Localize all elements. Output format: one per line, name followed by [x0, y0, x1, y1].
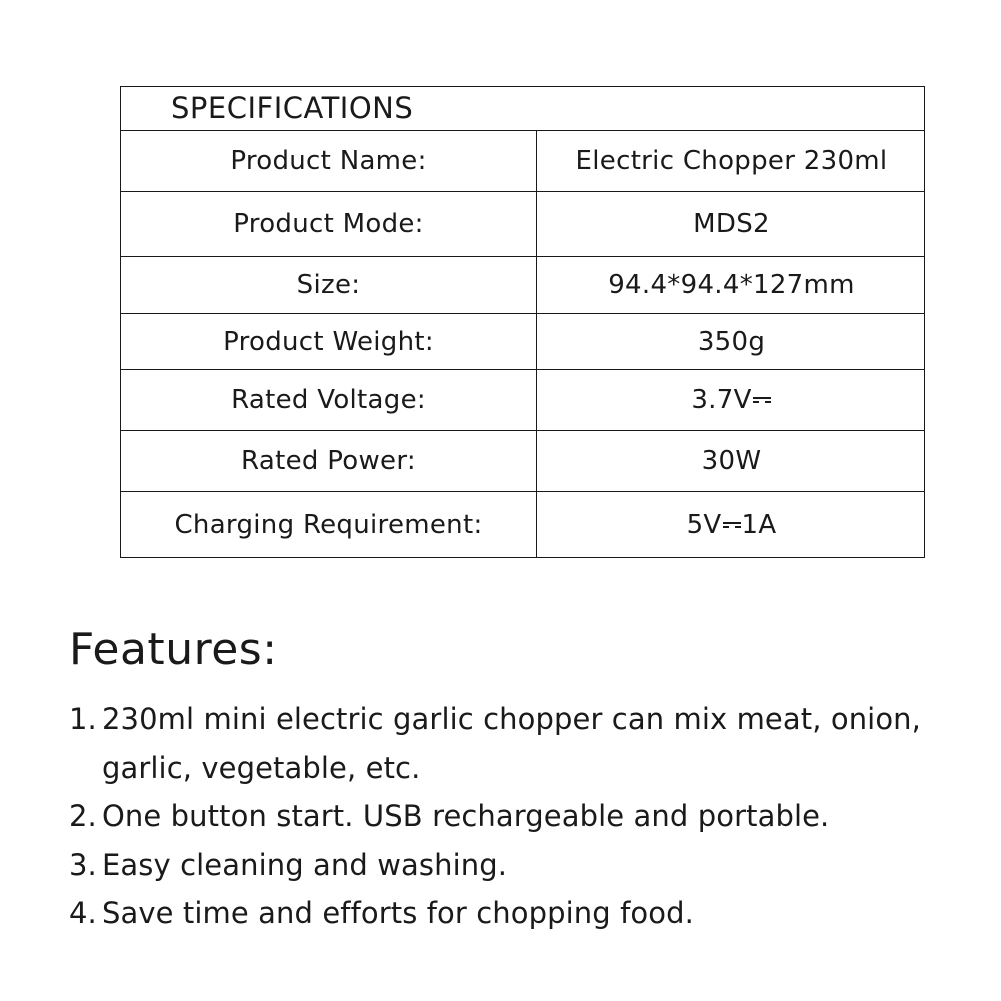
dc-current-icon: [753, 395, 771, 405]
features-list: [69, 695, 969, 938]
feature-item: [69, 841, 969, 890]
spec-label: Rated Power:: [241, 446, 416, 476]
feature-number: 1.: [69, 702, 97, 736]
spec-row-product-mode: [121, 192, 924, 257]
feature-text: Save time and efforts for chopping food.: [102, 896, 694, 930]
specifications-table: [120, 86, 925, 558]
spec-label: Product Weight:: [223, 326, 434, 357]
spec-value: [537, 370, 926, 430]
charging-voltage: 5V: [686, 509, 722, 540]
feature-item: [69, 695, 969, 792]
spec-value: 350g: [697, 326, 766, 357]
spec-row-size: [121, 257, 924, 314]
voltage-value: 3.7V: [691, 385, 752, 415]
features-heading: Features:: [69, 624, 278, 675]
spec-label: Product Name:: [230, 146, 427, 176]
spec-row-rated-voltage: [121, 370, 924, 431]
spec-row-charging-requirement: [121, 492, 924, 557]
charging-current: 1A: [741, 509, 777, 540]
feature-number: 3.: [69, 847, 97, 882]
dc-current-icon: [723, 520, 741, 530]
feature-item: [69, 889, 969, 938]
feature-number: 2.: [69, 799, 97, 833]
feature-text: One button start. USB rechargeable and portable.: [102, 799, 830, 833]
spec-value: 30W: [701, 446, 762, 476]
spec-row-product-name: [121, 131, 924, 192]
spec-value: 94.4*94.4*127mm: [608, 270, 855, 300]
spec-value: MDS2: [693, 209, 770, 239]
spec-value: [537, 492, 926, 557]
spec-value: Electric Chopper 230ml: [575, 146, 888, 176]
spec-label: Rated Voltage:: [231, 385, 426, 415]
feature-number: 4.: [69, 896, 97, 930]
specifications-heading-row: [121, 87, 924, 131]
feature-text: 230ml mini electric garlic chopper can mix meat, onion, garlic, vegetable, etc.: [102, 702, 921, 785]
feature-item: [69, 792, 969, 841]
spec-label: Charging Requirement:: [174, 509, 483, 540]
spec-label: Product Mode:: [233, 209, 424, 239]
spec-row-product-weight: [121, 314, 924, 370]
specifications-heading: SPECIFICATIONS: [171, 91, 414, 125]
spec-label: Size:: [296, 270, 361, 300]
feature-text: Easy cleaning and washing.: [102, 847, 508, 882]
spec-row-rated-power: [121, 431, 924, 492]
